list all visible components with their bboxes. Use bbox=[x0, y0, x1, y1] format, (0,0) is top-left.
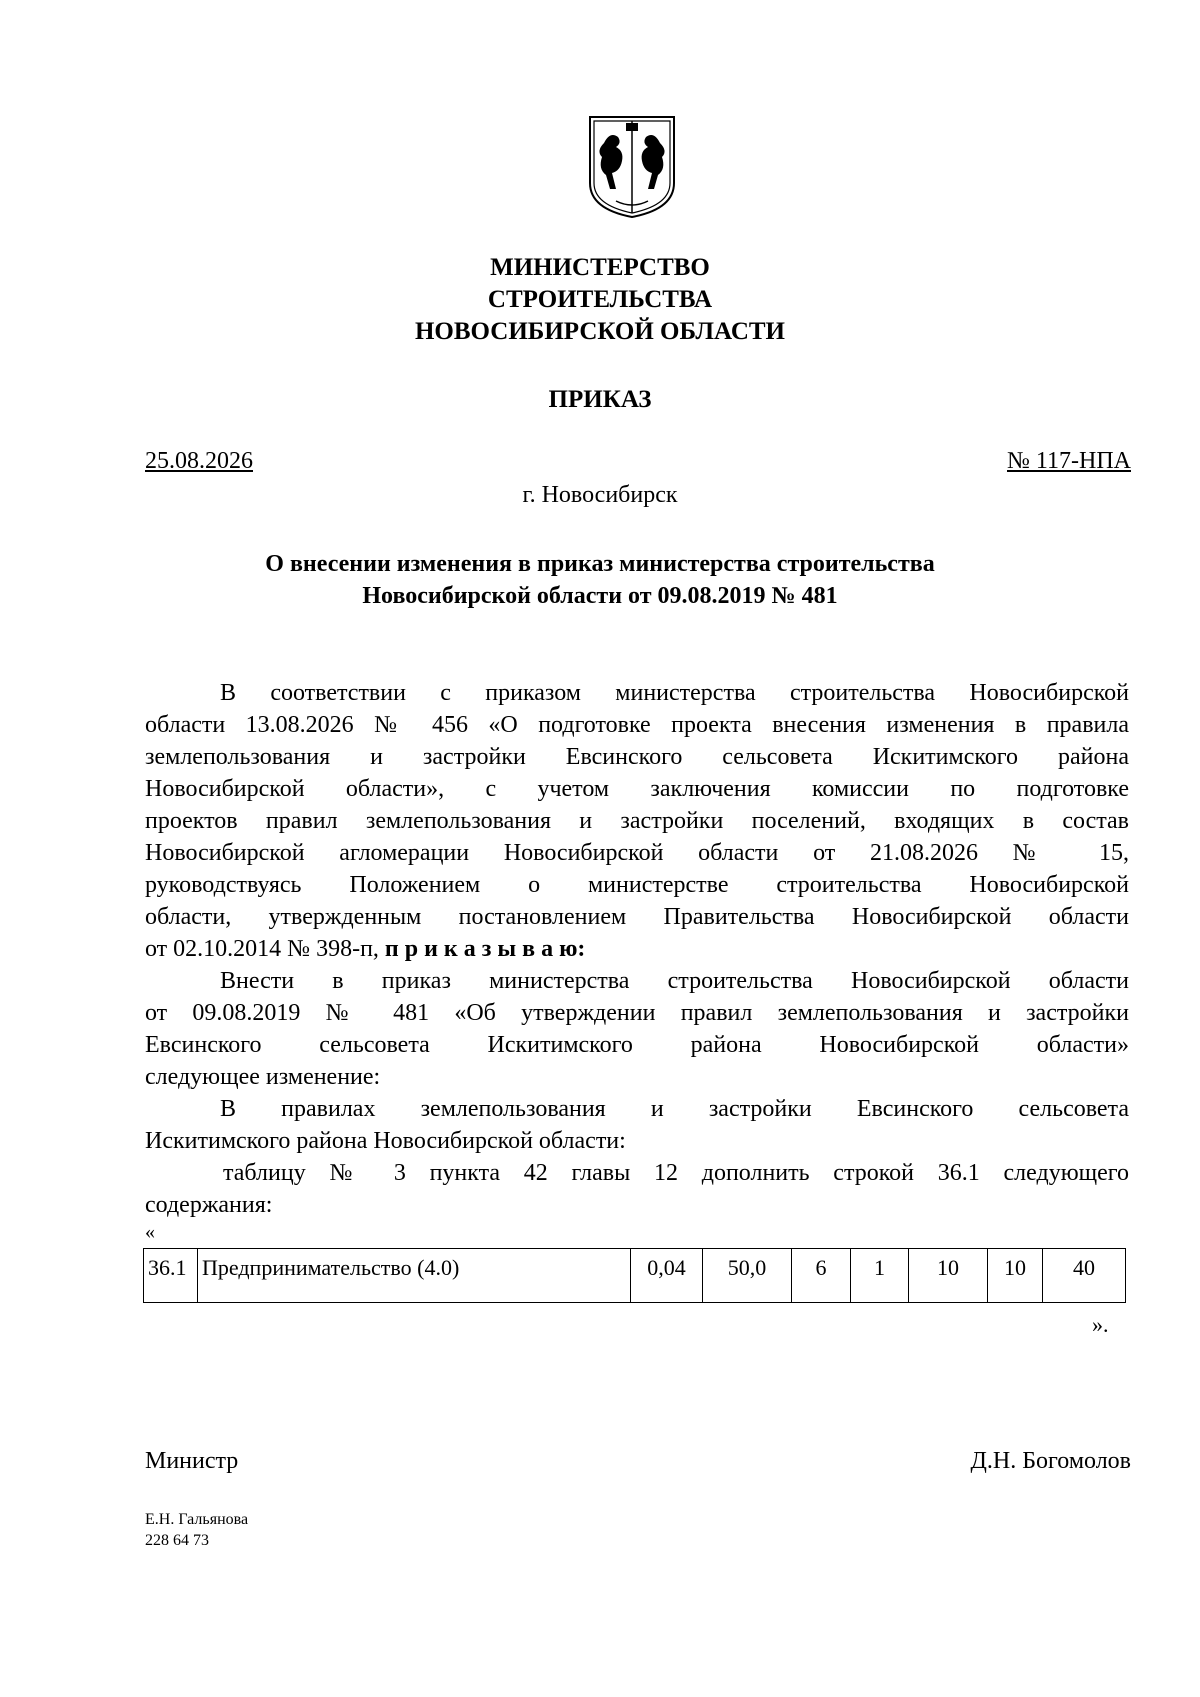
table-cell: 1 bbox=[851, 1249, 909, 1303]
table-row bbox=[144, 1249, 1126, 1303]
paragraph-2-line: Евсинского сельсовета Искитимского района Новосибирской области» bbox=[145, 1032, 1129, 1058]
paragraph-1-line: Новосибирской области», с учетом заключения комиссии по подготовке bbox=[145, 776, 1129, 802]
paragraph-1-line: Новосибирской агломерации Новосибирской области от 21.08.2026 № 15, bbox=[145, 840, 1129, 866]
paragraph-1-last-line bbox=[145, 933, 1129, 965]
ministry-line-1: МИНИСТЕРСТВО bbox=[490, 254, 710, 281]
close-quote: ». bbox=[1092, 1312, 1109, 1337]
paragraph-1-line: области 13.08.2026 № 456 «О подготовке проекта внесения изменения в правила bbox=[145, 712, 1129, 738]
paragraph-1-line: проектов правил землепользования и застройки поселений, входящих в состав bbox=[145, 808, 1129, 834]
paragraph-1-line: В соответствии с приказом министерства строительства Новосибирской bbox=[220, 680, 1129, 706]
document-title-line-2: Новосибирской области от 09.08.2019 № 481 bbox=[362, 583, 838, 609]
paragraph-2-last-line: следующее изменение: bbox=[145, 1064, 381, 1090]
signature-name: Д.Н. Богомолов bbox=[970, 1448, 1131, 1474]
table-cell: 6 bbox=[792, 1249, 851, 1303]
paragraph-2-line: Внести в приказ министерства строительства Новосибирской области bbox=[220, 968, 1129, 994]
table-cell: 0,04 bbox=[631, 1249, 703, 1303]
document-city: г. Новосибирск bbox=[522, 482, 678, 508]
ministry-line-3: НОВОСИБИРСКОЙ ОБЛАСТИ bbox=[414, 318, 786, 345]
table-cell: 10 bbox=[909, 1249, 988, 1303]
table-cell: 40 bbox=[1043, 1249, 1126, 1303]
paragraph-1-line: области, утвержденным постановлением Правительства Новосибирской области bbox=[145, 904, 1129, 930]
paragraph-4 bbox=[145, 1157, 1129, 1221]
paragraph-3 bbox=[145, 1093, 1129, 1157]
table-cell: 10 bbox=[988, 1249, 1043, 1303]
document-title-line-1: О внесении изменения в приказ министерства строительства bbox=[265, 551, 935, 577]
paragraph-3-line: В правилах землепользования и застройки Евсинского сельсовета bbox=[220, 1096, 1129, 1122]
paragraph-1 bbox=[145, 677, 1129, 965]
table-cell: 50,0 bbox=[703, 1249, 792, 1303]
paragraph-2-line: от 09.08.2019 № 481 «Об утверждении правил землепользования и застройки bbox=[145, 1000, 1129, 1026]
paragraph-2 bbox=[145, 965, 1129, 1093]
document-date: 25.08.2026 bbox=[145, 448, 253, 474]
coat-of-arms-emblem bbox=[586, 113, 678, 221]
order-word: п р и к а з ы в а ю: bbox=[384, 936, 586, 962]
document-number: № 117-НПА bbox=[1007, 448, 1131, 474]
paragraph-1-line: руководствуясь Положением о министерстве строительства Новосибирской bbox=[145, 872, 1129, 898]
amendment-table bbox=[143, 1248, 1126, 1303]
executor-phone: 228 64 73 bbox=[145, 1532, 209, 1549]
document-type: ПРИКАЗ bbox=[548, 386, 652, 413]
table-cell-number: 36.1 bbox=[144, 1249, 198, 1303]
paragraph-3-last-line: Искитимского района Новосибирской области: bbox=[145, 1128, 626, 1154]
paragraph-4-line: таблицу № 3 пункта 42 главы 12 дополнить строкой 36.1 следующего bbox=[223, 1160, 1129, 1186]
open-quote: « bbox=[145, 1221, 155, 1243]
signature-position: Министр bbox=[145, 1448, 239, 1474]
paragraph-1-line: землепользования и застройки Евсинского сельсовета Искитимского района bbox=[145, 744, 1129, 770]
table-cell-land-use: Предпринимательство (4.0) bbox=[198, 1249, 631, 1303]
ministry-line-2: СТРОИТЕЛЬСТВА bbox=[487, 286, 713, 313]
paragraph-1-last-text: от 02.10.2014 № 398-п, bbox=[145, 936, 379, 962]
paragraph-4-last-line: содержания: bbox=[145, 1192, 273, 1218]
executor-name: Е.Н. Гальянова bbox=[145, 1511, 249, 1528]
